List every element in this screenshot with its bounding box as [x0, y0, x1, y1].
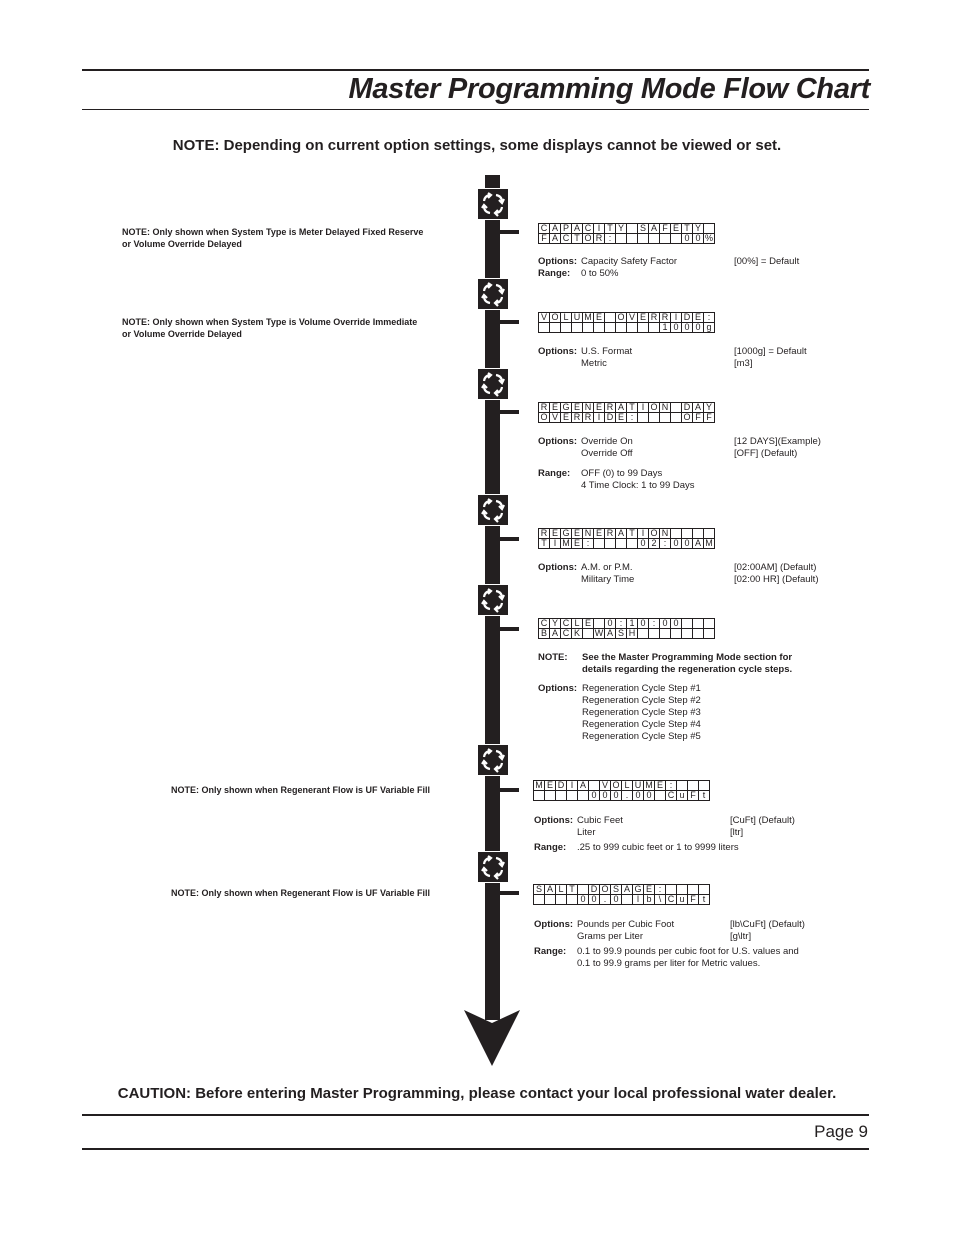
lcd-cell: E — [550, 529, 561, 539]
lcd-cell — [545, 791, 556, 801]
side-note-salt: NOTE: Only shown when Regenerant Flow is UF Variable Fill — [171, 888, 431, 898]
lcd-cell — [649, 413, 660, 423]
lcd-cell: E — [572, 403, 583, 413]
regeneration-cycle-icon — [477, 744, 509, 776]
lcd-cell: C — [561, 234, 572, 244]
lcd-cell: R — [539, 403, 550, 413]
lcd-cell: I — [550, 539, 561, 549]
lcd-cell: C — [539, 619, 550, 629]
lcd-cell — [567, 791, 578, 801]
lcd-cell: Y — [704, 403, 715, 413]
lcd-cell: C — [666, 895, 677, 905]
lcd-cell: C — [539, 224, 550, 234]
lcd-cell: O — [601, 884, 609, 894]
lcd-cell: 0 — [611, 895, 622, 905]
lcd-cell: R — [594, 234, 605, 244]
lcd-cell — [605, 539, 616, 549]
lcd-cell — [616, 539, 627, 549]
lcd-cell — [671, 629, 682, 639]
lcd-cell — [660, 413, 671, 423]
lcd-cell — [693, 619, 704, 629]
lcd-cell: B — [539, 629, 550, 639]
lcd-cell — [589, 781, 600, 791]
lcd-cell — [594, 539, 605, 549]
page-number: Page 9 — [814, 1122, 868, 1141]
lcd-cell — [682, 629, 693, 639]
lcd-cell: t — [699, 895, 710, 905]
lcd-cell — [534, 791, 545, 801]
lcd-cell: A — [550, 234, 561, 244]
lcd-cell: I — [671, 313, 682, 323]
lcd-cell: O — [584, 233, 592, 243]
lcd-cell — [671, 403, 682, 413]
lcd-cell — [693, 529, 704, 539]
lcd-cell: R — [539, 529, 550, 539]
lcd-cell — [627, 539, 638, 549]
lcd-cell — [616, 323, 627, 333]
lcd-cell — [671, 529, 682, 539]
lcd-cell: I — [638, 403, 649, 413]
lcd-cell: O — [540, 412, 548, 422]
lcd-cell: b — [644, 895, 655, 905]
lcd-cell: G — [562, 402, 570, 412]
lcd-cell — [688, 781, 699, 791]
lcd-cell: . — [622, 791, 633, 801]
lcd-cell: Y — [616, 224, 627, 234]
lcd-cell — [704, 529, 715, 539]
lcd-cell: V — [627, 313, 638, 323]
lcd-cell — [545, 895, 556, 905]
lcd-cell: O — [650, 528, 658, 538]
lcd-cell — [556, 895, 567, 905]
lcd-cell: M — [535, 780, 543, 790]
lcd-cell: N — [660, 403, 671, 413]
lcd-cell: F — [660, 224, 671, 234]
lcd-cell: I — [567, 781, 578, 791]
lcd-cell — [578, 885, 589, 895]
lcd-cell — [699, 781, 710, 791]
lcd-cell: R — [660, 313, 671, 323]
regen-time-info: Options: A.M. or P.M. [02:00AM] (Default) Military Time [02:00 HR] (Default) — [538, 562, 819, 585]
lcd-cell: A — [545, 885, 556, 895]
lcd-cell: 0 — [633, 791, 644, 801]
lcd-cell — [616, 234, 627, 244]
lcd-cell: E — [550, 403, 561, 413]
lcd-cell: Y — [693, 224, 704, 234]
lcd-cell: T — [627, 529, 638, 539]
lcd-cell: 2 — [649, 539, 660, 549]
flow-tick — [500, 627, 519, 631]
lcd-cell: D — [682, 403, 693, 413]
lcd-cell: 0 — [682, 323, 693, 333]
lcd-cell: V — [600, 781, 611, 791]
lcd-cell — [671, 413, 682, 423]
lcd-cell — [638, 413, 649, 423]
lcd-cell: : — [660, 539, 671, 549]
page-title: Master Programming Mode Flow Chart — [348, 73, 870, 105]
lcd-cell — [688, 885, 699, 895]
lcd-cell: E — [583, 619, 594, 629]
lcd-cell: D — [682, 313, 693, 323]
lcd-cell: 0 — [638, 619, 649, 629]
lcd-cell: l — [633, 895, 644, 905]
lcd-cell: 0 — [605, 619, 616, 629]
lcd-cell: T — [567, 885, 578, 895]
lcd-cell: H — [627, 629, 638, 639]
lcd-cell — [655, 791, 666, 801]
lcd-cell: t — [699, 791, 710, 801]
lcd-cell: N — [583, 529, 594, 539]
lcd-cell: E — [693, 313, 704, 323]
lcd-cell: E — [616, 413, 627, 423]
lcd-cell: A — [693, 403, 704, 413]
lcd-cell — [677, 885, 688, 895]
caution-note: CAUTION: Before entering Master Programming, please contact your local professional water dealer. — [117, 1085, 837, 1102]
lcd-cell — [704, 224, 715, 234]
header-top-rule — [82, 69, 869, 71]
lcd-cell: E — [638, 313, 649, 323]
lcd-cell: E — [644, 885, 655, 895]
lcd-cell: G — [562, 528, 570, 538]
cycle-info: NOTE: See the Master Programming Mode section for details regarding the regeneration cycle steps. Options: Regeneration Cycle Step #1 Regeneration Cycle Step #2 Regeneration Cycle Step #3 Regeneration Cycle Step #4 Regeneration Cycle Step #5 — [538, 652, 793, 742]
lcd-cell: N — [583, 403, 594, 413]
lcd-cell: Y — [550, 619, 561, 629]
lcd-cell: A — [578, 781, 589, 791]
lcd-cell: A — [622, 885, 633, 895]
lcd-cell — [594, 323, 605, 333]
lcd-cell: D — [556, 781, 567, 791]
lcd-cell: A — [605, 629, 616, 639]
lcd-cell — [627, 234, 638, 244]
lcd-cell: C — [561, 619, 572, 629]
lcd-display-cycle — [538, 618, 715, 639]
lcd-cell: F — [704, 413, 715, 423]
lcd-cell: A — [649, 224, 660, 234]
top-note: NOTE: Depending on current option settings, some displays cannot be viewed or set. — [172, 137, 782, 154]
lcd-cell: C — [666, 791, 677, 801]
lcd-cell: E — [594, 403, 605, 413]
lcd-cell: I — [594, 413, 605, 423]
lcd-cell: 1 — [660, 323, 671, 333]
lcd-cell: A — [616, 529, 627, 539]
lcd-cell: 0 — [578, 895, 589, 905]
lcd-cell — [583, 629, 594, 639]
lcd-display-capacity — [538, 223, 715, 244]
lcd-cell — [556, 791, 567, 801]
lcd-cell: 0 — [693, 323, 704, 333]
lcd-cell: 0 — [682, 234, 693, 244]
lcd-cell: E — [594, 529, 605, 539]
regeneration-cycle-icon — [477, 851, 509, 883]
lcd-cell: T — [539, 539, 550, 549]
lcd-cell: F — [688, 895, 699, 905]
lcd-cell: : — [583, 539, 594, 549]
lcd-cell — [534, 895, 545, 905]
lcd-cell — [660, 234, 671, 244]
lcd-cell: 0 — [671, 539, 682, 549]
lcd-display-media — [533, 780, 710, 801]
lcd-cell — [660, 629, 671, 639]
lcd-cell: N — [660, 529, 671, 539]
lcd-cell — [627, 224, 638, 234]
lcd-cell: : — [666, 781, 677, 791]
lcd-cell: S — [534, 885, 545, 895]
lcd-cell: : — [704, 313, 715, 323]
lcd-cell: L — [572, 619, 583, 629]
lcd-display-salt — [533, 884, 710, 905]
lcd-cell: R — [605, 403, 616, 413]
lcd-cell — [649, 234, 660, 244]
lcd-cell — [666, 885, 677, 895]
lcd-cell: L — [556, 885, 567, 895]
lcd-cell: C — [561, 629, 572, 639]
lcd-cell: 0 — [693, 234, 704, 244]
salt-dosage-info: Options: Pounds per Cubic Foot [lb\CuFt] (Default) Grams per Liter [g\ltr] Range: 0.1 to 99.9 pounds per cubic foot for U.S. values and 0.1 to 99.9 grams per liter for Metric values. — [534, 919, 805, 969]
lcd-cell — [693, 629, 704, 639]
lcd-cell: 0 — [611, 791, 622, 801]
lcd-cell: R — [649, 313, 660, 323]
lcd-cell — [572, 323, 583, 333]
lcd-cell: E — [572, 529, 583, 539]
lcd-cell — [578, 791, 589, 801]
lcd-cell: A — [616, 403, 627, 413]
lcd-cell — [704, 619, 715, 629]
lcd-cell: E — [561, 413, 572, 423]
lcd-cell: T — [682, 224, 693, 234]
lcd-cell: R — [583, 413, 594, 423]
lcd-cell: A — [693, 539, 704, 549]
footer-bottom-rule — [82, 1148, 869, 1150]
regeneration-cycle-icon — [477, 188, 509, 220]
lcd-cell: 0 — [660, 619, 671, 629]
lcd-cell: 0 — [589, 791, 600, 801]
capacity-info: Options: Capacity Safety Factor [00%] = Default Range: 0 to 50% — [538, 256, 800, 279]
lcd-cell: : — [655, 885, 666, 895]
lcd-cell — [539, 323, 550, 333]
lcd-cell: G — [634, 884, 642, 894]
lcd-cell: E — [545, 781, 556, 791]
lcd-cell — [677, 781, 688, 791]
header-bottom-rule — [82, 109, 869, 110]
lcd-cell: O — [617, 312, 625, 322]
lcd-cell: 1 — [627, 619, 638, 629]
lcd-cell: T — [627, 403, 638, 413]
flow-arrow-head — [464, 1010, 520, 1066]
lcd-cell: g — [704, 323, 715, 333]
lcd-cell: M — [584, 312, 592, 322]
side-note-capacity: NOTE: Only shown when System Type is Meter Delayed Fixed Reserve or Volume Override Delayed — [122, 227, 424, 249]
lcd-cell — [638, 234, 649, 244]
footer-top-rule — [82, 1114, 869, 1116]
lcd-cell: L — [561, 313, 572, 323]
lcd-cell — [583, 323, 594, 333]
side-note-volume: NOTE: Only shown when System Type is Volume Override Immediate or Volume Override Delayed — [122, 317, 418, 339]
lcd-cell: M — [645, 780, 653, 790]
lcd-cell — [561, 323, 572, 333]
lcd-cell: D — [605, 413, 616, 423]
regeneration-cycle-icon — [477, 278, 509, 310]
lcd-cell: M — [562, 538, 570, 548]
lcd-cell: E — [572, 539, 583, 549]
lcd-cell: R — [572, 413, 583, 423]
media-volume-info: Options: Cubic Feet [CuFt] (Default) Liter [ltr] Range: .25 to 999 cubic feet or 1 to 9999 liters — [534, 815, 795, 853]
lcd-cell: 0 — [600, 791, 611, 801]
lcd-cell — [699, 885, 710, 895]
lcd-cell: C — [583, 224, 594, 234]
flow-tick — [500, 891, 519, 895]
lcd-cell: M — [705, 538, 713, 548]
lcd-cell: E — [655, 781, 666, 791]
lcd-cell: A — [550, 629, 561, 639]
lcd-cell — [605, 313, 616, 323]
lcd-cell — [567, 895, 578, 905]
lcd-cell: F — [539, 234, 550, 244]
lcd-cell: 0 — [671, 619, 682, 629]
lcd-cell: % — [704, 233, 713, 243]
lcd-cell — [605, 323, 616, 333]
lcd-cell: u — [677, 791, 688, 801]
flow-tick — [500, 537, 519, 541]
lcd-cell: : — [649, 619, 660, 629]
lcd-cell: E — [671, 224, 682, 234]
lcd-cell: R — [605, 529, 616, 539]
lcd-cell: u — [677, 895, 688, 905]
lcd-cell: W — [594, 628, 604, 638]
lcd-cell — [638, 323, 649, 333]
lcd-cell — [649, 629, 660, 639]
volume-info: Options: U.S. Format [1000g] = Default Metric [m3] — [538, 346, 807, 369]
lcd-cell — [671, 234, 682, 244]
lcd-cell: S — [616, 629, 627, 639]
regeneration-cycle-icon — [477, 368, 509, 400]
lcd-cell: I — [638, 529, 649, 539]
lcd-cell: P — [561, 224, 572, 234]
lcd-cell: S — [638, 224, 649, 234]
lcd-display-day-override — [538, 402, 715, 423]
lcd-cell — [704, 629, 715, 639]
lcd-cell: V — [550, 413, 561, 423]
lcd-cell: : — [627, 413, 638, 423]
lcd-cell — [682, 619, 693, 629]
lcd-cell: F — [693, 413, 704, 423]
lcd-cell: 0 — [682, 539, 693, 549]
lcd-display-regen-time — [538, 528, 715, 549]
lcd-cell: E — [594, 313, 605, 323]
flow-tick — [500, 230, 519, 234]
lcd-cell: S — [611, 885, 622, 895]
lcd-cell: U — [633, 781, 644, 791]
lcd-cell: F — [688, 791, 699, 801]
lcd-cell: : — [616, 619, 627, 629]
lcd-cell: O — [551, 312, 559, 322]
lcd-cell — [594, 619, 605, 629]
lcd-cell: 0 — [671, 323, 682, 333]
lcd-cell: 0 — [638, 539, 649, 549]
lcd-cell: 0 — [644, 791, 655, 801]
lcd-cell: U — [572, 313, 583, 323]
lcd-cell: L — [622, 781, 633, 791]
side-note-media: NOTE: Only shown when Regenerant Flow is UF Variable Fill — [171, 785, 431, 795]
regeneration-cycle-icon — [477, 494, 509, 526]
lcd-cell: A — [572, 224, 583, 234]
day-override-info: Options: Override On [12 DAYS](Example) Override Off [OFF] (Default) Range: OFF (0) to 99 Days 4 Time Clock: 1 to 99 Days — [538, 436, 821, 491]
lcd-cell: V — [539, 313, 550, 323]
lcd-cell: : — [605, 234, 616, 244]
lcd-cell: \ — [655, 895, 666, 905]
lcd-cell: O — [683, 412, 691, 422]
lcd-cell — [550, 323, 561, 333]
lcd-cell: O — [612, 780, 620, 790]
lcd-cell: O — [650, 402, 658, 412]
flow-tick — [500, 320, 519, 324]
lcd-cell: D — [589, 885, 600, 895]
lcd-cell: . — [600, 895, 611, 905]
lcd-cell — [682, 529, 693, 539]
lcd-cell: T — [605, 224, 616, 234]
lcd-cell — [638, 629, 649, 639]
lcd-display-volume — [538, 312, 715, 333]
lcd-cell: K — [572, 629, 583, 639]
regeneration-cycle-icon — [477, 584, 509, 616]
lcd-cell: A — [550, 224, 561, 234]
lcd-cell — [649, 323, 660, 333]
lcd-cell: 0 — [589, 895, 600, 905]
lcd-cell: I — [594, 224, 605, 234]
lcd-cell: T — [572, 234, 583, 244]
flow-tick — [500, 410, 519, 414]
lcd-cell — [627, 323, 638, 333]
flow-tick — [500, 788, 519, 792]
lcd-cell — [622, 895, 633, 905]
